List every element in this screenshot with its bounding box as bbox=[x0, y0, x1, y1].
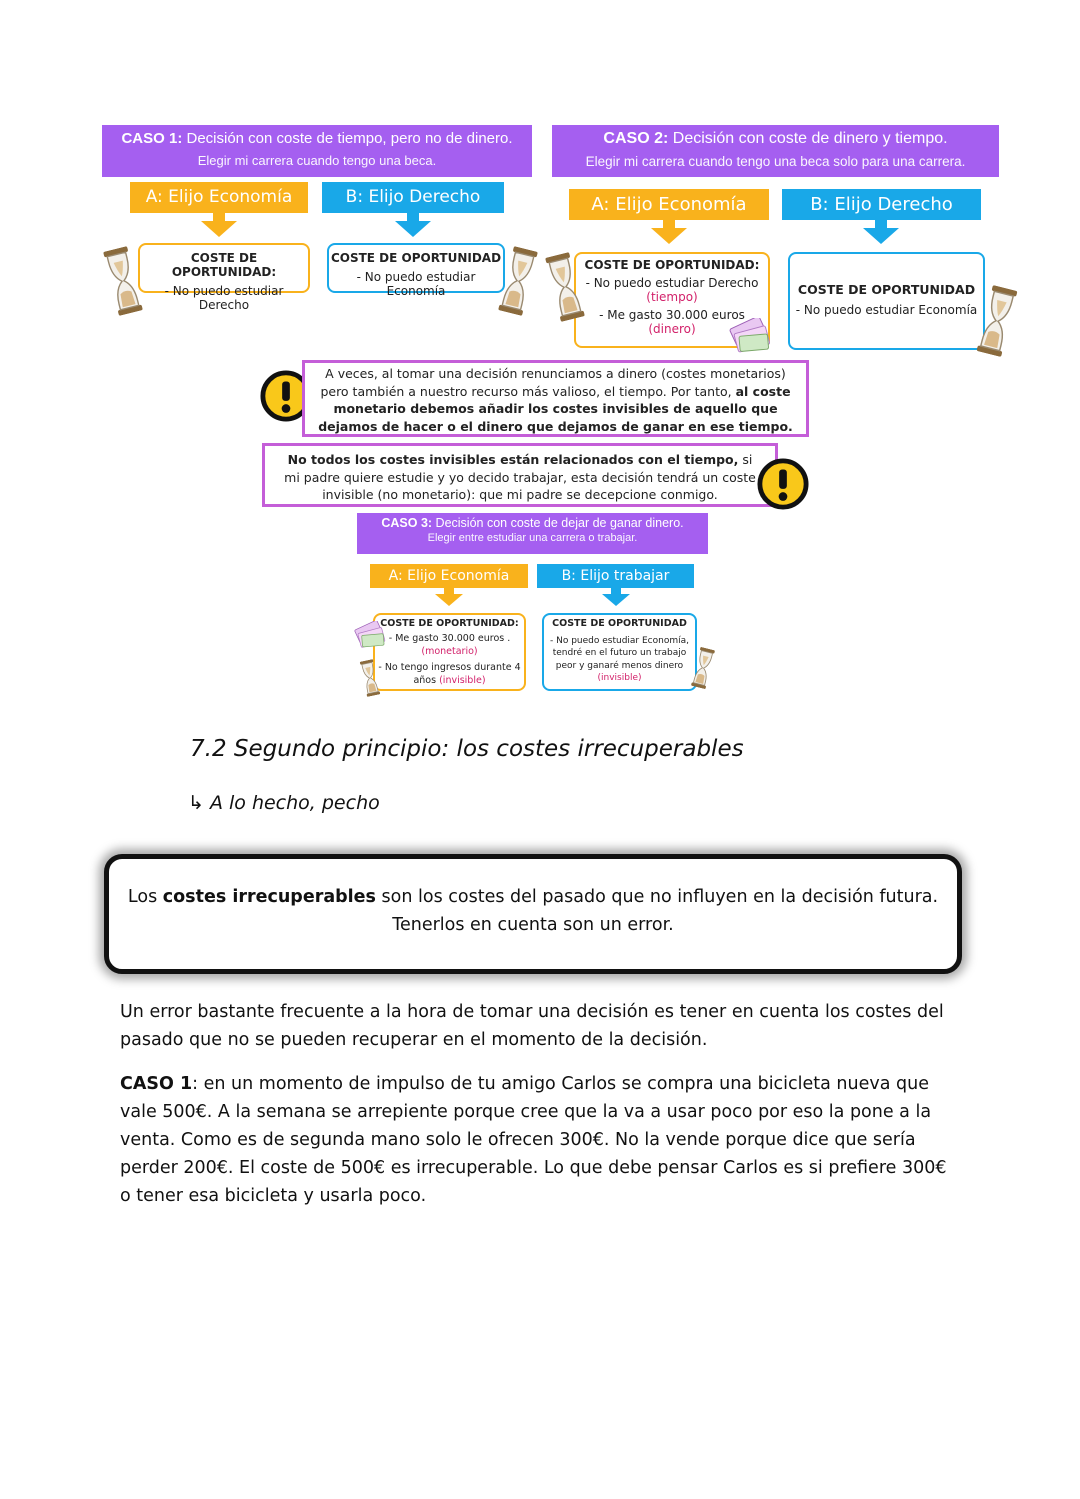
caso2-header bbox=[552, 125, 999, 177]
note-monetary-costs: A veces, al tomar una decisión renunciamos a dinero (costes monetarios) pero también a nuestro recurso más valioso, el tiempo. Por tanto, al coste monetario debemos añadir los costes invisibles de aquello que dejamos de hacer o el dinero que dejamos de ganar en ese tiempo. bbox=[302, 360, 809, 437]
return-arrow-icon: ↳ bbox=[188, 792, 204, 814]
caso1-header bbox=[102, 125, 532, 177]
down-arrow-icon bbox=[863, 228, 899, 244]
caso2-cost-a: COSTE DE OPORTUNIDAD: - No puedo estudiar Derecho (tiempo) - Me gasto 30.000 euros (dinero) bbox=[574, 252, 770, 348]
caso3-label: CASO 3: bbox=[381, 516, 433, 530]
warning-icon bbox=[756, 458, 810, 510]
caso3-cost-b: COSTE DE OPORTUNIDAD - No puedo estudiar Economía, tendré en el futuro un trabajo peor y ganaré menos dinero (invisible) bbox=[542, 613, 697, 691]
paragraph-intro: Un error bastante frecuente a la hora de tomar una decisión es tener en cuenta los costes del pasado que no se pueden recuperar en el momento de la decisión. bbox=[120, 1002, 944, 1050]
caso3-subtitle: Elegir entre estudiar una carrera o trabajar. bbox=[427, 532, 638, 544]
caso3-option-a: A: Elijo Economía bbox=[370, 564, 528, 588]
caso2-label: CASO 2: bbox=[603, 130, 669, 147]
caso2-option-a: A: Elijo Economía bbox=[569, 189, 769, 220]
arrow-stem bbox=[663, 220, 675, 228]
arrow-stem bbox=[213, 213, 225, 221]
down-arrow-icon bbox=[201, 221, 237, 237]
caso1-cost-b: COSTE DE OPORTUNIDAD - No puedo estudiar Economía bbox=[327, 243, 505, 293]
caso3-cost-a: COSTE DE OPORTUNIDAD: - Me gasto 30.000 euros . (monetario) - No tengo ingresos durante 4 años (invisible) bbox=[373, 613, 526, 691]
money-icon bbox=[352, 621, 388, 651]
arrow-stem bbox=[407, 213, 419, 221]
section-subheading: ↳ A lo hecho, pecho bbox=[188, 792, 380, 814]
paragraph-caso1: CASO 1: en un momento de impulso de tu amigo Carlos se compra una bicicleta nueva que vale 500€. A la semana se arrepiente porque cree que la va a usar poco por eso la pone a la venta. Como es de segunda mano solo le ofrecen 300€. No la vende porque dice que sería perder 200€. El coste de 500€ es irrecuperable. Lo que debe pensar Carlos es si prefiere 300€ o tener esa bicicleta y usarla poco. bbox=[120, 1074, 947, 1206]
caso2-cost-b: COSTE DE OPORTUNIDAD - No puedo estudiar Economía bbox=[788, 252, 985, 350]
caso3-option-b: B: Elijo trabajar bbox=[537, 564, 694, 588]
definition-box: Los costes irrecuperables son los costes del pasado que no influyen en la decisión futura. Tenerlos en cuenta son un error. bbox=[104, 854, 962, 974]
caso2-title: Decisión con coste de dinero y tiempo. bbox=[672, 130, 948, 147]
caso1-option-a: A: Elijo Economía bbox=[130, 182, 308, 213]
caso1-label: CASO 1: bbox=[121, 130, 183, 147]
caso1-subtitle: Elegir mi carrera cuando tengo una beca. bbox=[197, 153, 437, 168]
money-icon bbox=[726, 318, 774, 356]
down-arrow-icon bbox=[435, 594, 463, 606]
note-invisible-costs: No todos los costes invisibles están relacionados con el tiempo, si mi padre quiere estudie y yo decido trabajar, esta decisión tendrá un coste invisible (no monetario): que mi padre se decepcione conmigo. bbox=[262, 443, 778, 507]
caso3-header bbox=[357, 513, 708, 554]
down-arrow-icon bbox=[395, 221, 431, 237]
caso1-cost-a: COSTE DE OPORTUNIDAD: - No puedo estudiar Derecho bbox=[138, 243, 310, 293]
definition-term: costes irrecuperables bbox=[162, 887, 376, 907]
arrow-stem bbox=[875, 220, 887, 228]
caso2-subtitle: Elegir mi carrera cuando tengo una beca solo para una carrera. bbox=[585, 154, 966, 169]
caso3-title: Decisión con coste de dejar de ganar dinero. bbox=[435, 516, 684, 530]
down-arrow-icon bbox=[651, 228, 687, 244]
caso1-option-b: B: Elijo Derecho bbox=[322, 182, 504, 213]
caso1-title: Decisión con coste de tiempo, pero no de dinero. bbox=[186, 130, 513, 147]
down-arrow-icon bbox=[602, 594, 630, 606]
caso2-option-b: B: Elijo Derecho bbox=[782, 189, 981, 220]
section-heading: 7.2 Segundo principio: los costes irrecuperables bbox=[190, 736, 744, 762]
